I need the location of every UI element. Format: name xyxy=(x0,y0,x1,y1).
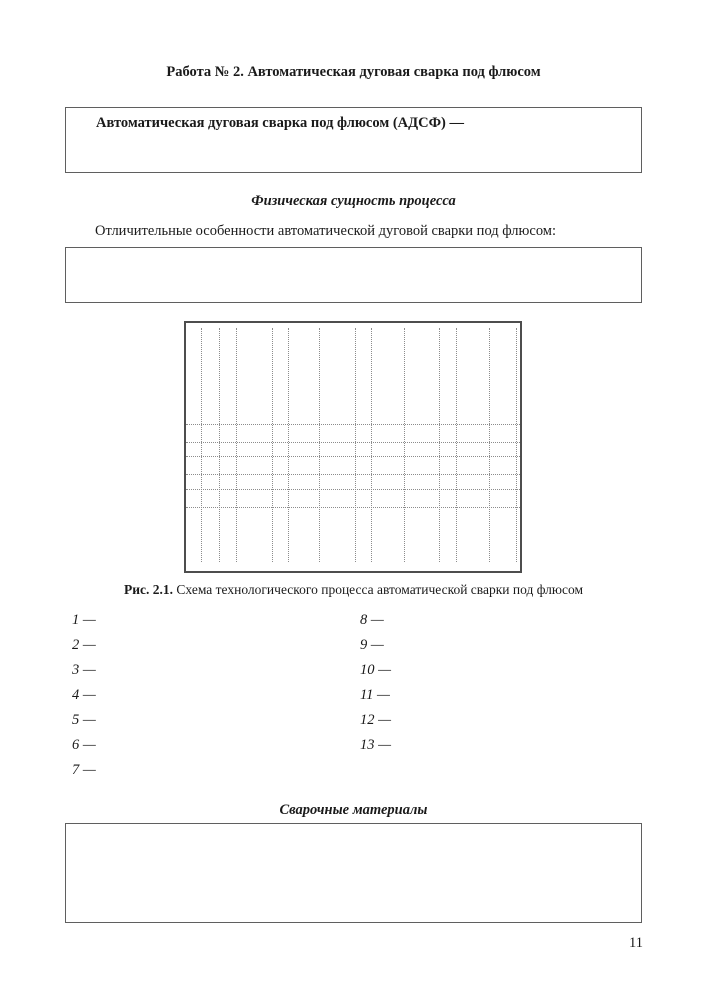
grid-line-vertical xyxy=(319,328,320,562)
grid-line-vertical xyxy=(272,328,273,562)
section-heading-physical-essence: Физическая сущность процесса xyxy=(251,193,456,209)
grid-line-vertical xyxy=(355,328,356,562)
grid-line-horizontal xyxy=(186,424,520,425)
definition-label: Автоматическая дуговая сварка под флюсом (АДСФ) — xyxy=(96,115,464,131)
legend-column-left xyxy=(72,608,96,783)
grid-line-vertical xyxy=(371,328,372,562)
grid-line-vertical xyxy=(219,328,220,562)
materials-answer-box[interactable] xyxy=(65,823,642,923)
legend-item: 10 — xyxy=(360,662,392,678)
legend-item: 6 — xyxy=(72,737,96,753)
legend-item: 7 — xyxy=(72,762,96,778)
legend-column-right xyxy=(360,608,391,758)
figure-caption-text: Схема технологического процесса автоматической сварки под флюсом xyxy=(173,582,583,597)
definition-answer-box[interactable] xyxy=(65,107,642,173)
grid-line-horizontal xyxy=(186,489,520,490)
grid-line-horizontal xyxy=(186,507,520,508)
grid-line-vertical xyxy=(489,328,490,562)
legend-item: 8 — xyxy=(360,612,384,628)
figure-grid xyxy=(186,323,520,571)
grid-line-vertical xyxy=(201,328,202,562)
grid-line-vertical xyxy=(516,328,517,562)
grid-line-horizontal xyxy=(186,474,520,475)
legend-item: 9 — xyxy=(360,637,384,653)
figure-drawing-area[interactable] xyxy=(184,321,522,573)
legend-item: 5 — xyxy=(72,712,96,728)
legend-item: 4 — xyxy=(72,687,96,703)
page-title: Работа № 2. Автоматическая дуговая сварка под флюсом xyxy=(166,64,541,80)
grid-line-vertical xyxy=(236,328,237,562)
grid-line-vertical xyxy=(288,328,289,562)
figure-caption xyxy=(65,581,642,598)
legend-item: 13 — xyxy=(360,737,392,753)
legend-item: 2 — xyxy=(72,637,96,653)
features-answer-box[interactable] xyxy=(65,247,642,303)
grid-line-vertical xyxy=(439,328,440,562)
legend-item: 11 — xyxy=(360,687,390,703)
page-number: 11 xyxy=(629,935,643,951)
legend-item: 3 — xyxy=(72,662,96,678)
grid-line-horizontal xyxy=(186,442,520,443)
section-heading-welding-materials: Сварочные материалы xyxy=(279,802,428,818)
legend-item: 12 — xyxy=(360,712,392,728)
figure-caption-label: Рис. 2.1. xyxy=(124,582,174,597)
grid-line-vertical xyxy=(456,328,457,562)
paragraph-distinctive-features: Отличительные особенности автоматической дуговой сварки под флюсом: xyxy=(95,223,556,239)
grid-line-vertical xyxy=(404,328,405,562)
grid-line-horizontal xyxy=(186,456,520,457)
legend-item: 1 — xyxy=(72,612,96,628)
